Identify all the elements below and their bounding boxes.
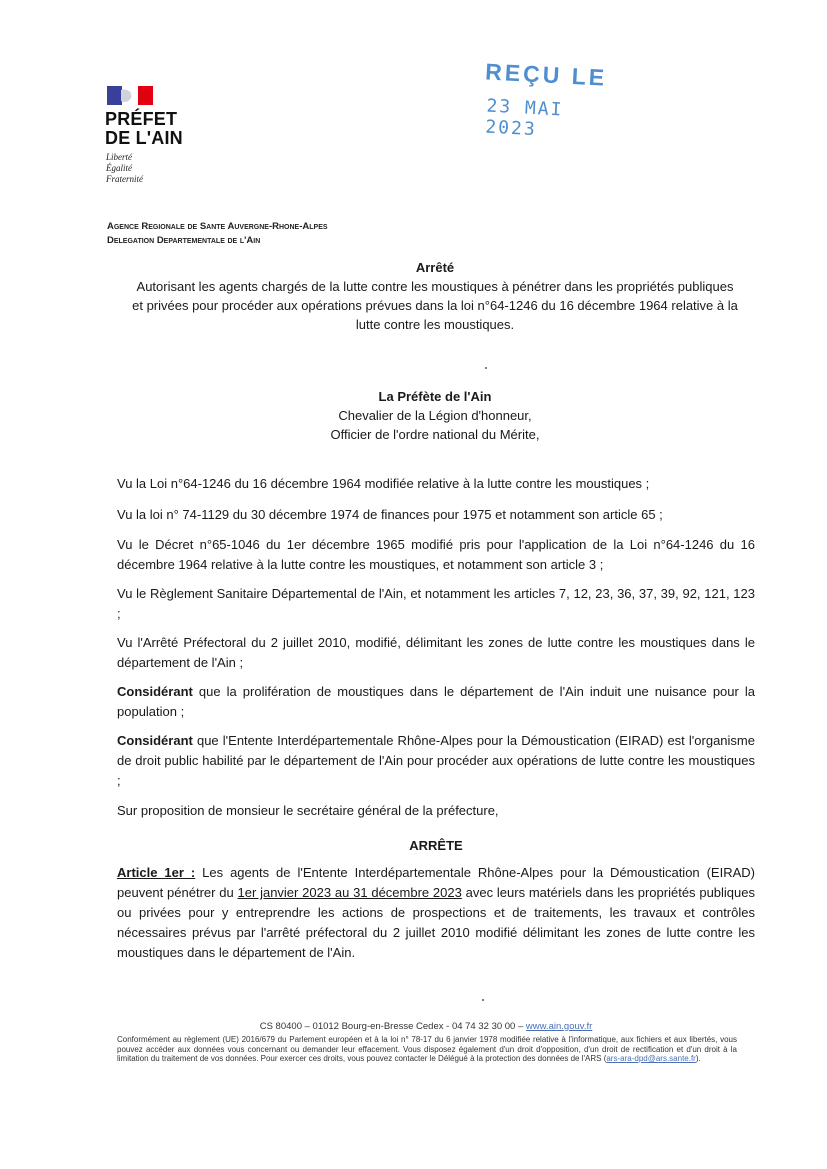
considerant-lead: Considérant xyxy=(117,684,193,699)
considerant-2 xyxy=(117,731,755,791)
footer-dpo-email-link[interactable]: ars-ara-dpd@ars.sante.fr xyxy=(606,1054,696,1063)
prefet-title-line1: PRÉFET xyxy=(105,109,178,129)
visa-lead: Vu xyxy=(117,507,133,522)
scan-speck xyxy=(482,999,484,1001)
visa-lead: Vu xyxy=(117,586,133,601)
motto-egalite: Égalité xyxy=(106,163,132,173)
article-1 xyxy=(117,863,755,963)
visa-1 xyxy=(117,474,755,494)
footer-legal-text-b: ). xyxy=(695,1054,701,1063)
arrete-subject-line1: Autorisant les agents chargés de la lutte contre les moustiques à pénétrer dans les propriétés publiques xyxy=(136,279,734,294)
article-1-text-a: Les agents de l'Entente Interdépartementale Rhône-Alpes pour la Démoustication (EIRAD) peuvent pénétrer du xyxy=(117,865,755,900)
republic-motto xyxy=(106,152,143,185)
footer-contact-text: CS 80400 – 01012 Bourg-en-Bresse Cedex - 04 74 32 30 00 – xyxy=(259,1021,526,1032)
prefete-line1: Chevalier de la Légion d'honneur, xyxy=(338,408,532,423)
visa-lead: Vu xyxy=(117,476,133,491)
arrete-label: ARRÊTE xyxy=(409,838,463,853)
proposition-line xyxy=(117,801,755,821)
visa-text: l'Arrêté Préfectoral du 2 juillet 2010, modifié, délimitant les zones de lutte contre les moustiques dans le département de l'Ain ; xyxy=(117,635,755,670)
marianne-logo-icon xyxy=(107,86,153,105)
considerant-text: que la prolifération de moustiques dans le département de l'Ain induit une nuisance pour la population ; xyxy=(117,684,755,719)
arrete-heading xyxy=(100,258,770,334)
considerant-1 xyxy=(117,682,755,722)
footer-legal-text-a: Conformément au règlement (UE) 2016/679 du Parlement européen et à la loi n° 78-17 du 6 janvier 1978 modifiée relative à l'informatique, aux fichiers et aux libertés, vous pouvez accéder aux données vous concernant ou demander leur effacement. Vous disposez également d'un droit d'opposition, d'un droit de rectification et d'un droit à la limitation du traitement de vos données. Pour exercer ces droits, vous pouvez contacter le Délégué à la protection des données de l'ARS ( xyxy=(117,1035,737,1063)
visa-text: la loi n° 74-1129 du 30 décembre 1974 de finances pour 1975 et notamment son article 65 ; xyxy=(132,507,663,522)
footer-website-link[interactable]: www.ain.gouv.fr xyxy=(525,1021,593,1032)
visa-lead: Vu xyxy=(117,635,133,650)
visa-lead: Vu xyxy=(117,537,133,552)
agency-line2: Delegation Departementale de l'Ain xyxy=(107,235,261,246)
scan-speck xyxy=(485,367,487,369)
article-1-label: Article 1er : xyxy=(117,865,196,880)
prefete-block xyxy=(100,387,770,444)
prefet-title xyxy=(105,110,183,148)
stamp-date: 23 MAI 2023 xyxy=(484,95,564,141)
considerant-text: que l'Entente Interdépartementale Rhône-Alpes pour la Démoustication (EIRAD) est l'organisme de droit public habilité par le département de l'Ain pour procéder aux opérations de lutte contre les moustiques ; xyxy=(117,733,755,788)
footer-legal-notice xyxy=(117,1035,737,1064)
visa-3 xyxy=(117,535,755,575)
prefete-line2: Officier de l'ordre national du Mérite, xyxy=(330,427,540,442)
visa-text: le Décret n°65-1046 du 1er décembre 1965 modifié pris pour l'application de la Loi n°64-1246 du 16 décembre 1964 relative à la lutte contre les moustiques, et notamment son article 3 ; xyxy=(117,537,755,572)
prefete-title: La Préfète de l'Ain xyxy=(378,389,492,404)
arrete-title: Arrêté xyxy=(415,260,455,275)
article-1-text-b: avec leurs matériels dans les propriétés publiques ou privées pour y entreprendre les actions de prospections et de traitements, les travaux et contrôles nécessaires prévus par l'arrêté préfectoral du 2 juillet 2010 modifié délimitant les zones de lutte contre les moustiques dans le département de l'Ain. xyxy=(117,885,755,960)
considerant-lead: Considérant xyxy=(117,733,193,748)
article-1-period: 1er janvier 2023 au 31 décembre 2023 xyxy=(237,885,462,900)
arrete-subject-line3: lutte contre les moustiques. xyxy=(355,317,515,332)
agency-line1: Agence Regionale de Sante Auvergne-Rhone-Alpes xyxy=(107,221,328,232)
footer-contact xyxy=(117,1021,735,1032)
visa-2 xyxy=(117,505,755,525)
prefet-title-line2: DE L'AIN xyxy=(105,128,183,148)
agency-block xyxy=(107,220,328,248)
proposition-text: Sur proposition de monsieur le secrétaire général de la préfecture, xyxy=(117,803,499,818)
motto-liberte: Liberté xyxy=(106,152,132,162)
visa-4 xyxy=(117,584,755,624)
visa-text: le Règlement Sanitaire Départemental de l'Ain, et notamment les articles 7, 12, 23, 36, 37, 39, 92, 121, 123 ; xyxy=(117,586,755,621)
arrete-subject-line2: et privées pour procéder aux opérations prévues dans la loi n°64-1246 du 16 décembre 1964 relative à la xyxy=(132,298,738,313)
visa-text: la Loi n°64-1246 du 16 décembre 1964 modifiée relative à la lutte contre les moustiques ; xyxy=(132,476,650,491)
motto-fraternite: Fraternité xyxy=(106,174,143,184)
visa-5 xyxy=(117,633,755,673)
received-stamp xyxy=(474,58,618,144)
stamp-title: REÇU LE xyxy=(484,58,608,91)
